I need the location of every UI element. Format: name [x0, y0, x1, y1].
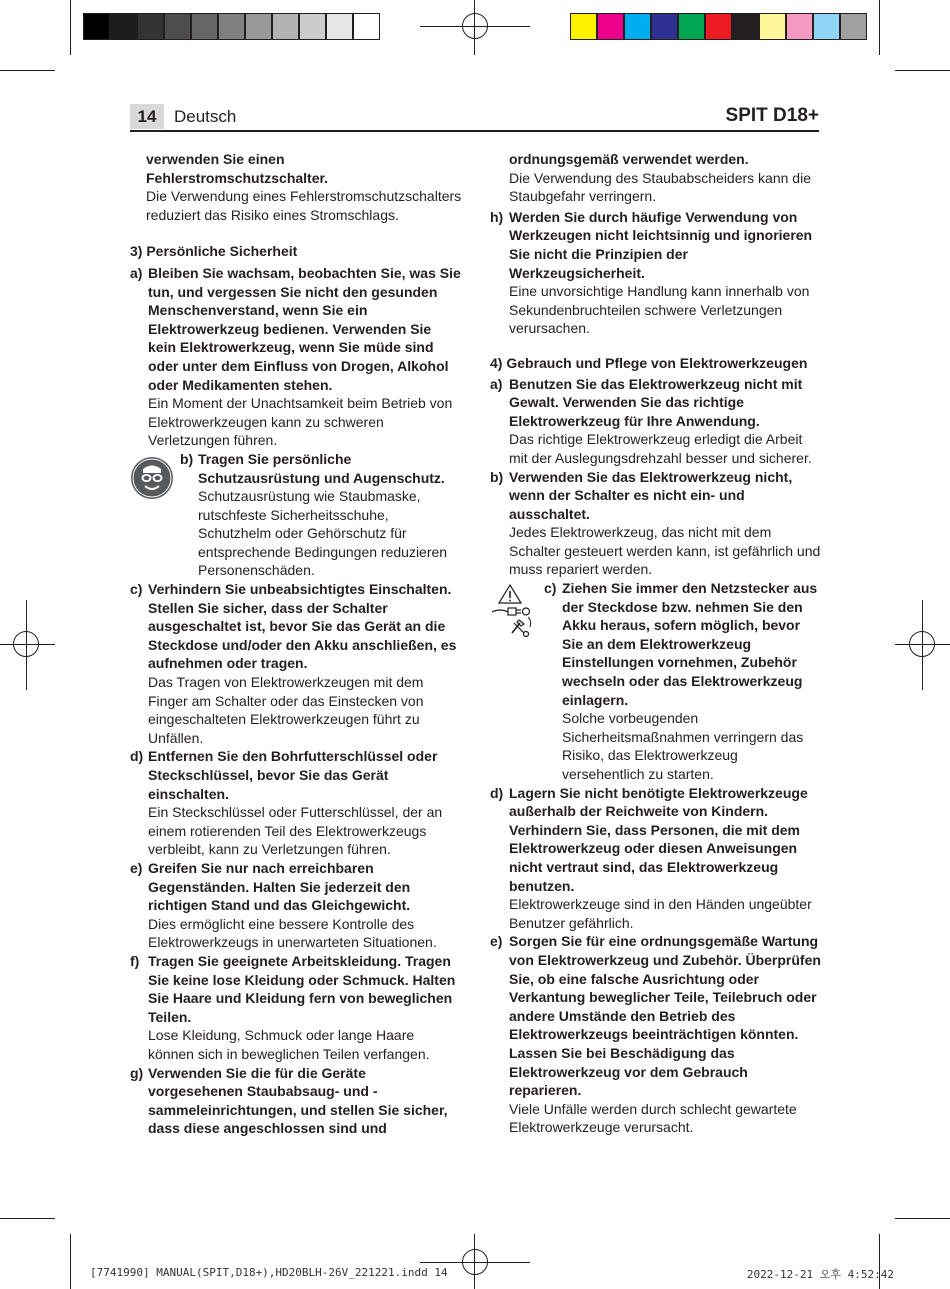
item-marker: g) — [130, 1064, 144, 1081]
color-swatch — [570, 13, 597, 40]
item-explanation: Das Tragen von Elektrowerkzeugen mit dem Finger am Schalter oder das Einstecken von eingeschalteten Elektrowerkzeugen führt zu Unfällen. — [148, 674, 424, 746]
item-instruction: Verwenden Sie das Elektrowerkzeug nicht, wenn der Schalter es nicht ein- und ausschaltet. — [509, 468, 793, 522]
registration-mark-line — [0, 644, 55, 645]
list-item — [490, 579, 822, 784]
item-instruction: Werden Sie durch häufige Verwendung von Werkzeugen nicht leichtsinnig und ignorieren Sie nicht die Prinzipien der Werkzeugsicherheit. — [509, 208, 813, 281]
color-swatch — [840, 13, 867, 40]
item-explanation: Lose Kleidung, Schmuck oder lange Haare können sich in beweglichen Teilen verfangen. — [148, 1027, 430, 1062]
item-explanation: Jedes Elektrowerkzeug, das nicht mit dem Schalter gesteuert werden kann, ist gefährlich und muss repariert werden. — [509, 524, 821, 578]
header-rule — [130, 130, 819, 132]
crop-mark — [895, 70, 950, 71]
item-marker: f) — [130, 952, 140, 969]
item-explanation: Ein Steckschlüssel oder Futterschlüssel, der an einem rotierenden Teil des Elektrowerkzeugs verbleibt, kann zu Verletzungen führen. — [148, 804, 443, 858]
item-explanation: Die Verwendung des Staubabscheiders kann die Staubgefahr verringern. — [509, 169, 811, 205]
item-marker: c) — [130, 581, 143, 598]
item-instruction: Bleiben Sie wachsam, beobachten Sie, was Sie tun, und vergessen Sie nicht den gesunden Menschenverstand, wenn Sie ein Elektrowerkzeug bedienen. Verwenden Sie kein Elektrowerkzeug, wenn Sie müde sind oder unter dem Einfluss von Drogen, Alkohol oder Medikamenten stehen. — [148, 264, 461, 393]
registration-mark-line — [922, 600, 923, 690]
left-column — [130, 150, 463, 1138]
list-item — [130, 450, 463, 580]
list-item — [130, 747, 463, 859]
item-instruction: Tragen Sie geeignete Arbeitskleidung. Tragen Sie keine lose Kleidung oder Schmuck. Halten Sie Haare und Kleidung fern von beweglichen Teilen. — [148, 952, 456, 1025]
item-instruction: Verwenden Sie die für die Geräte vorgesehenen Staubabsaug- und -sammeleinrichtungen, und stellen Sie sicher, dass diese angeschlossen sind und — [148, 1064, 448, 1137]
item-marker: d) — [490, 784, 504, 801]
crop-mark — [0, 1218, 55, 1219]
color-swatch — [786, 13, 813, 40]
item-marker: e) — [490, 933, 503, 950]
item-marker: a) — [490, 375, 503, 392]
item-explanation: Solche vorbeugenden Sicherheitsmaßnahmen verringern das Risiko, das Elektrowerkzeug versehentlich zu starten. — [562, 710, 804, 782]
list-item — [130, 1064, 463, 1138]
list-item — [490, 932, 822, 1137]
color-swatch — [272, 13, 299, 40]
color-swatch — [597, 13, 624, 40]
item-explanation: Eine unvorsichtige Handlung kann innerhalb von Sekundenbruchteilen schwere Verletzungen verursachen. — [509, 283, 810, 337]
color-swatch — [299, 13, 326, 40]
list-item — [490, 468, 822, 580]
section-heading-personal-safety: 3) Persönliche Sicherheit — [130, 243, 298, 260]
file-slug: [7741990] MANUAL(SPIT,D18+),HD20BLH-26V_221221.indd 14 — [90, 1266, 448, 1279]
registration-mark-line — [420, 26, 530, 27]
item-instruction: Greifen Sie nur nach erreichbaren Gegenständen. Halten Sie jederzeit den richtigen Stand und das Gleichgewicht. — [148, 859, 411, 914]
item-instruction: Sorgen Sie für eine ordnungsgemäße Wartung von Elektrowerkzeug und Zubehör. Überprüfen Sie, ob eine falsche Ausrichtung oder Verkantung beweglicher Teile, Teilebruch oder andere Umstände den Betrieb des Elektrowerkzeugs beeinträchtigen könnten. Lassen Sie bei Beschädigung das Elektrowerkzeug vor dem Gebrauch reparieren. — [509, 933, 821, 1099]
color-swatch — [759, 13, 786, 40]
item-instruction: Entfernen Sie den Bohrfutterschlüssel oder Steckschlüssel, bevor Sie das Gerät einschalten. — [148, 748, 438, 802]
item-marker: c) — [544, 580, 557, 597]
color-swatch — [164, 13, 191, 40]
list-item — [130, 859, 463, 952]
item-instruction: Ziehen Sie immer den Netzstecker aus der Steckdose bzw. nehmen Sie den Akku heraus, sofern möglich, bevor Sie an dem Elektrowerkzeug Einstellungen vornehmen, Zubehör wechseln oder das Elektrowerkzeug einlagern. — [562, 580, 818, 708]
item-marker: h) — [490, 208, 504, 225]
color-swatch — [191, 13, 218, 40]
crop-mark — [879, 0, 880, 55]
language-label: Deutsch — [174, 107, 237, 126]
color-swatch — [245, 13, 272, 40]
crop-mark — [895, 1218, 950, 1219]
item-instruction: Lagern Sie nicht benötigte Elektrowerkzeuge außerhalb der Reichweite von Kindern. Verhindern Sie, dass Personen, die mit dem Elektrowerkzeug oder diesen Anweisungen nicht vertraut sind, das Elektrowerkzeug benutzen. — [509, 784, 808, 894]
list-item — [130, 264, 463, 450]
item-explanation: Das richtige Elektrowerkzeug erledigt die Arbeit mit der Auslegungsdrehzahl besser und sicherer. — [509, 431, 812, 466]
registration-mark-line — [474, 1234, 475, 1289]
intro-explanation: Die Verwendung eines Fehlerstromschutzschalters reduziert das Risiko eines Stromschlags. — [146, 188, 462, 223]
color-swatch — [110, 13, 137, 40]
color-swatch — [83, 13, 110, 40]
item-marker: d) — [130, 748, 144, 765]
item-explanation: Dies ermöglicht eine bessere Kontrolle des Elektrowerkzeugs in unerwarteten Situationen. — [148, 915, 437, 951]
list-item — [130, 952, 463, 1064]
item-marker: b) — [490, 468, 504, 485]
list-item — [490, 375, 822, 468]
page-number: 14 — [130, 104, 164, 129]
page-title: SPIT D18+ — [725, 105, 819, 126]
item-instruction-continued: ordnungsgemäß verwendet werden. — [509, 151, 749, 167]
registration-mark-line — [474, 0, 475, 55]
item-marker: b) — [180, 450, 194, 467]
item-explanation: Ein Moment der Unachtsamkeit beim Betrieb von Elektrowerkzeugen kann zu schweren Verletzungen führen. — [148, 395, 453, 449]
right-column — [490, 150, 822, 1137]
list-item — [490, 208, 822, 338]
registration-mark-line — [26, 600, 27, 690]
intro-warning: verwenden Sie einen Fehlerstromschutzschalter. — [146, 151, 329, 186]
eye-protection-icon — [130, 456, 174, 500]
crop-mark — [70, 1234, 71, 1289]
item-instruction: Tragen Sie persönliche Schutzausrüstung und Augenschutz. — [198, 450, 445, 486]
item-explanation: Elektrowerkzeuge sind in den Händen ungeübter Benutzer gefährlich. — [509, 896, 812, 931]
color-swatch — [137, 13, 164, 40]
registration-mark-line — [420, 1262, 530, 1263]
color-swatch — [732, 13, 759, 40]
unplug-warning-icon — [490, 583, 538, 645]
color-swatch — [353, 13, 380, 40]
color-swatch — [651, 13, 678, 40]
section-heading-tool-use: 4) Gebrauch und Pflege von Elektrowerkzeugen — [490, 354, 808, 371]
color-swatch — [705, 13, 732, 40]
item-marker: a) — [130, 264, 143, 281]
color-swatch — [218, 13, 245, 40]
color-swatch — [326, 13, 353, 40]
item-instruction: Verhindern Sie unbeabsichtigtes Einschalten. Stellen Sie sicher, dass der Schalter ausgeschaltet ist, bevor Sie das Gerät an die Steckdose und/oder den Akku anschließen, es aufnehmen oder tragen. — [148, 581, 457, 672]
list-item — [130, 580, 463, 747]
item-instruction: Benutzen Sie das Elektrowerkzeug nicht mit Gewalt. Verwenden Sie das richtige Elektrowerkzeug für Ihre Anwendung. — [509, 375, 803, 429]
crop-mark — [0, 70, 55, 71]
color-swatch — [813, 13, 840, 40]
color-swatch — [624, 13, 651, 40]
list-item — [490, 784, 822, 933]
crop-mark — [70, 0, 71, 55]
color-swatch — [678, 13, 705, 40]
item-marker: e) — [130, 859, 143, 876]
print-timestamp: 2022-12-21 오후 4:52:42 — [746, 1268, 894, 1281]
item-explanation: Viele Unfälle werden durch schlecht gewartete Elektrowerkzeuge verursacht. — [509, 1100, 797, 1136]
item-explanation: Schutzausrüstung wie Staubmaske, rutschfeste Sicherheitsschuhe, Schutzhelm oder Gehörschutz für entsprechende Bedingungen reduzieren Personenschäden. — [198, 488, 448, 579]
